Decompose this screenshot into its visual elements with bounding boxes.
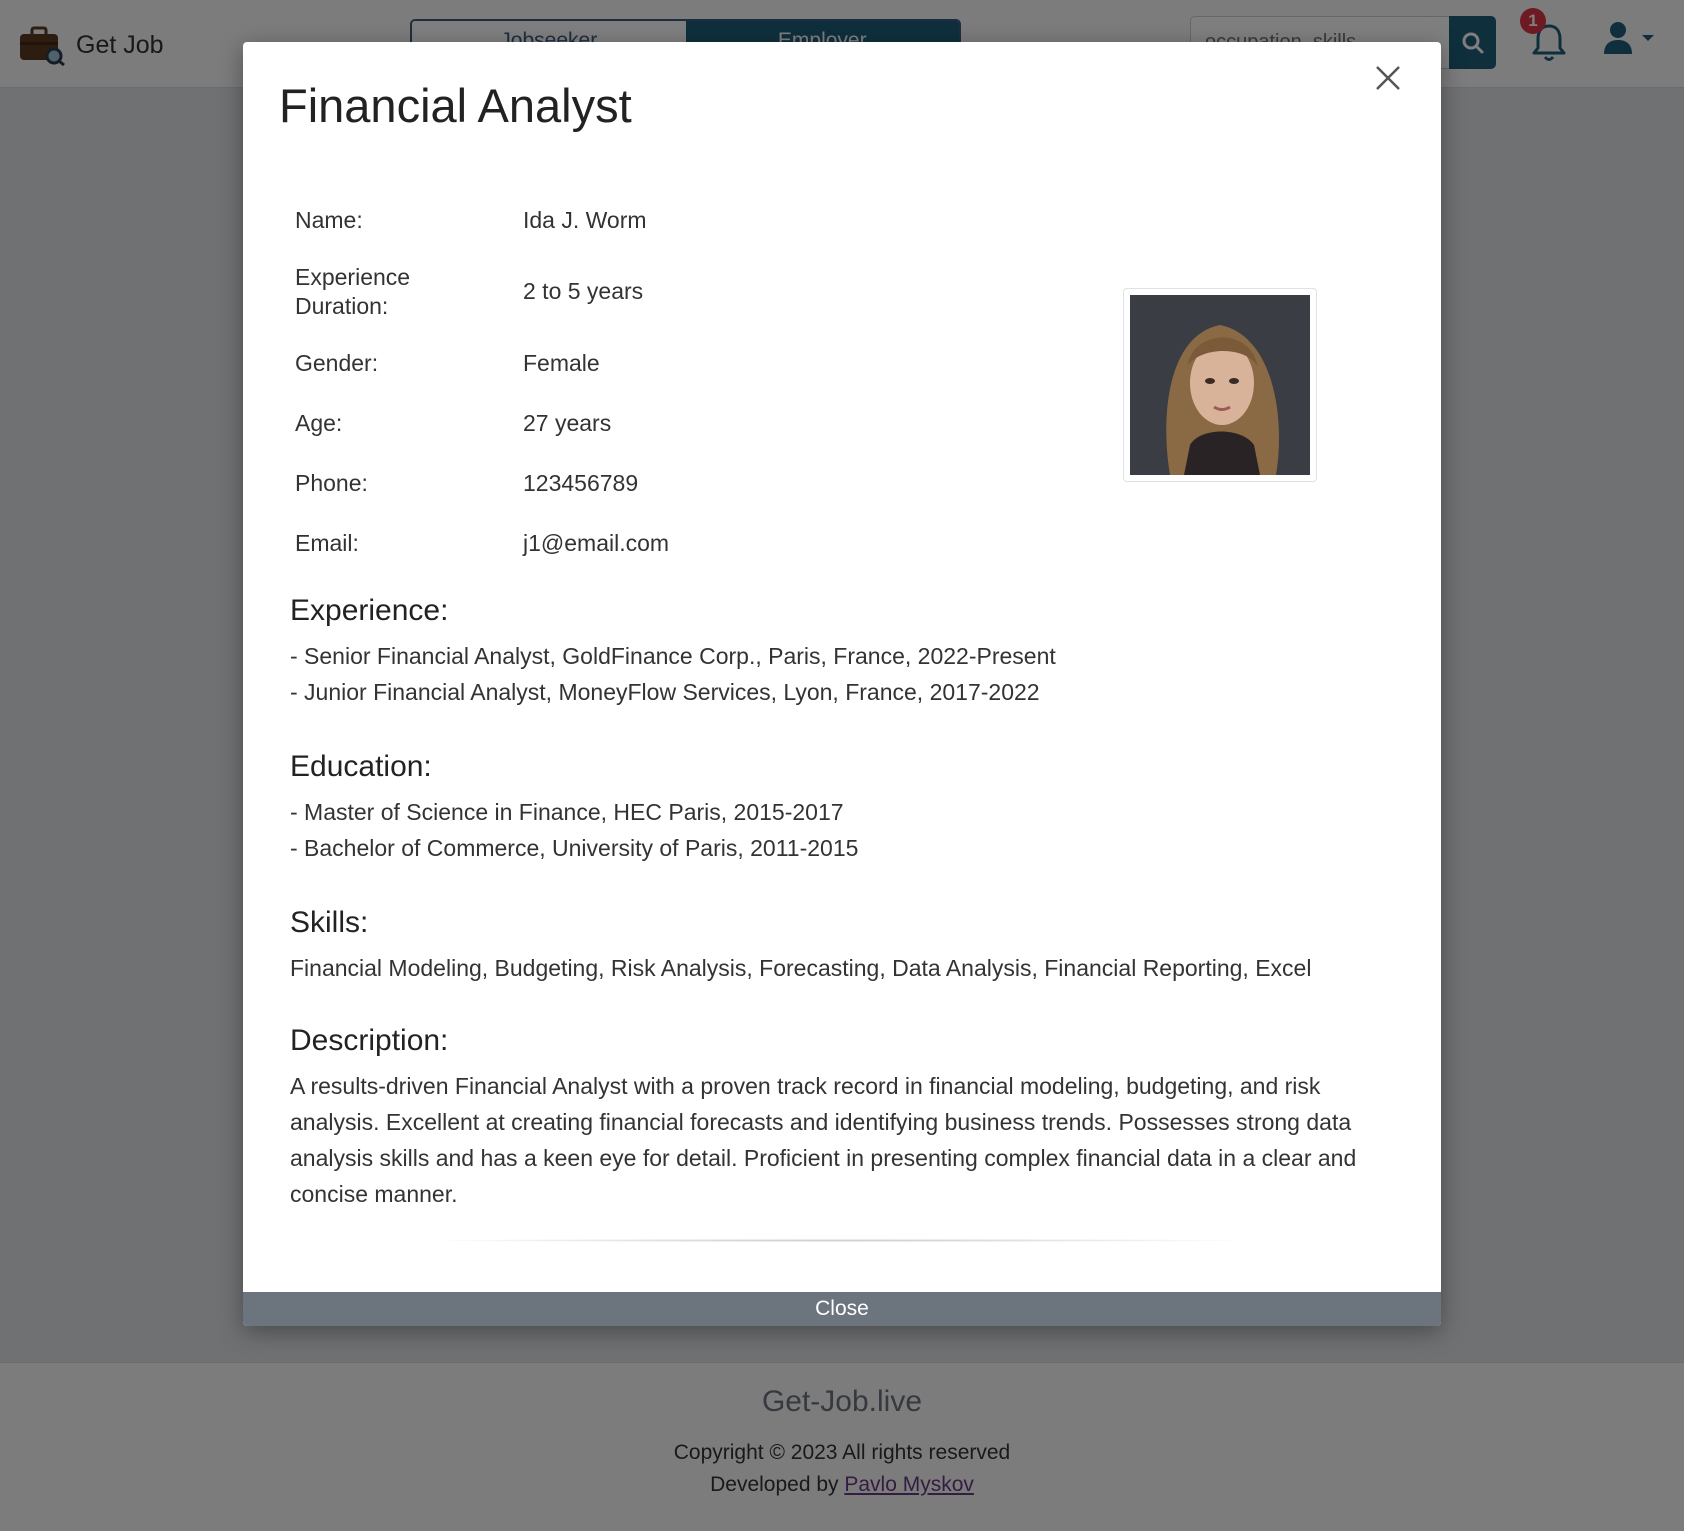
- experience-item: - Junior Financial Analyst, MoneyFlow Services, Lyon, France, 2017-2022: [290, 679, 1040, 705]
- info-row-email: [277, 513, 957, 573]
- candidate-modal: [243, 42, 1441, 1326]
- close-icon[interactable]: [1368, 58, 1408, 98]
- close-button[interactable]: Close: [243, 1292, 1441, 1326]
- field-label: Phone:: [295, 469, 368, 496]
- divider: [443, 1239, 1233, 1242]
- education-item: - Master of Science in Finance, HEC Paris, 2015-2017: [290, 799, 844, 825]
- description-heading: Description:: [290, 1024, 449, 1057]
- candidate-photo-frame: [1123, 288, 1317, 482]
- field-label: Experience Duration:: [295, 263, 411, 319]
- experience-heading: Experience:: [290, 594, 449, 627]
- field-value: Female: [523, 349, 600, 376]
- candidate-info-table: [277, 190, 957, 573]
- experience-item: - Senior Financial Analyst, GoldFinance Corp., Paris, France, 2022-Present: [290, 643, 1056, 669]
- info-row-experience-duration: [277, 250, 957, 333]
- skills-heading: Skills:: [290, 906, 369, 939]
- education-heading: Education:: [290, 750, 432, 783]
- field-value: 2 to 5 years: [523, 278, 644, 304]
- info-row-phone: [277, 453, 957, 513]
- field-label: Gender:: [295, 349, 379, 376]
- field-label: Name:: [295, 206, 363, 233]
- info-row-age: [277, 393, 957, 453]
- field-label: Age:: [295, 409, 343, 436]
- field-value: j1@email.com: [523, 529, 670, 556]
- modal-title: Financial Analyst: [279, 79, 632, 132]
- info-row-gender: [277, 333, 957, 393]
- field-value: 27 years: [523, 409, 612, 436]
- field-value: Ida J. Worm: [523, 206, 647, 233]
- education-item: - Bachelor of Commerce, University of Paris, 2011-2015: [290, 835, 859, 861]
- info-row-name: [277, 190, 957, 250]
- candidate-photo: [1130, 295, 1310, 475]
- skills-text: Financial Modeling, Budgeting, Risk Analysis, Forecasting, Data Analysis, Financial Reporting, Excel: [290, 955, 1312, 981]
- field-label: Email:: [295, 529, 359, 556]
- field-value: 123456789: [523, 469, 639, 496]
- description-text: A results-driven Financial Analyst with a proven track record in financial modeling, budgeting, and risk analysis. Excellent at creating financial forecasts and identifying business trends. Possesses strong data analysis skills and has a keen eye for detail. Proficient in presenting complex financial data in a clear and concise manner.: [290, 1073, 1357, 1207]
